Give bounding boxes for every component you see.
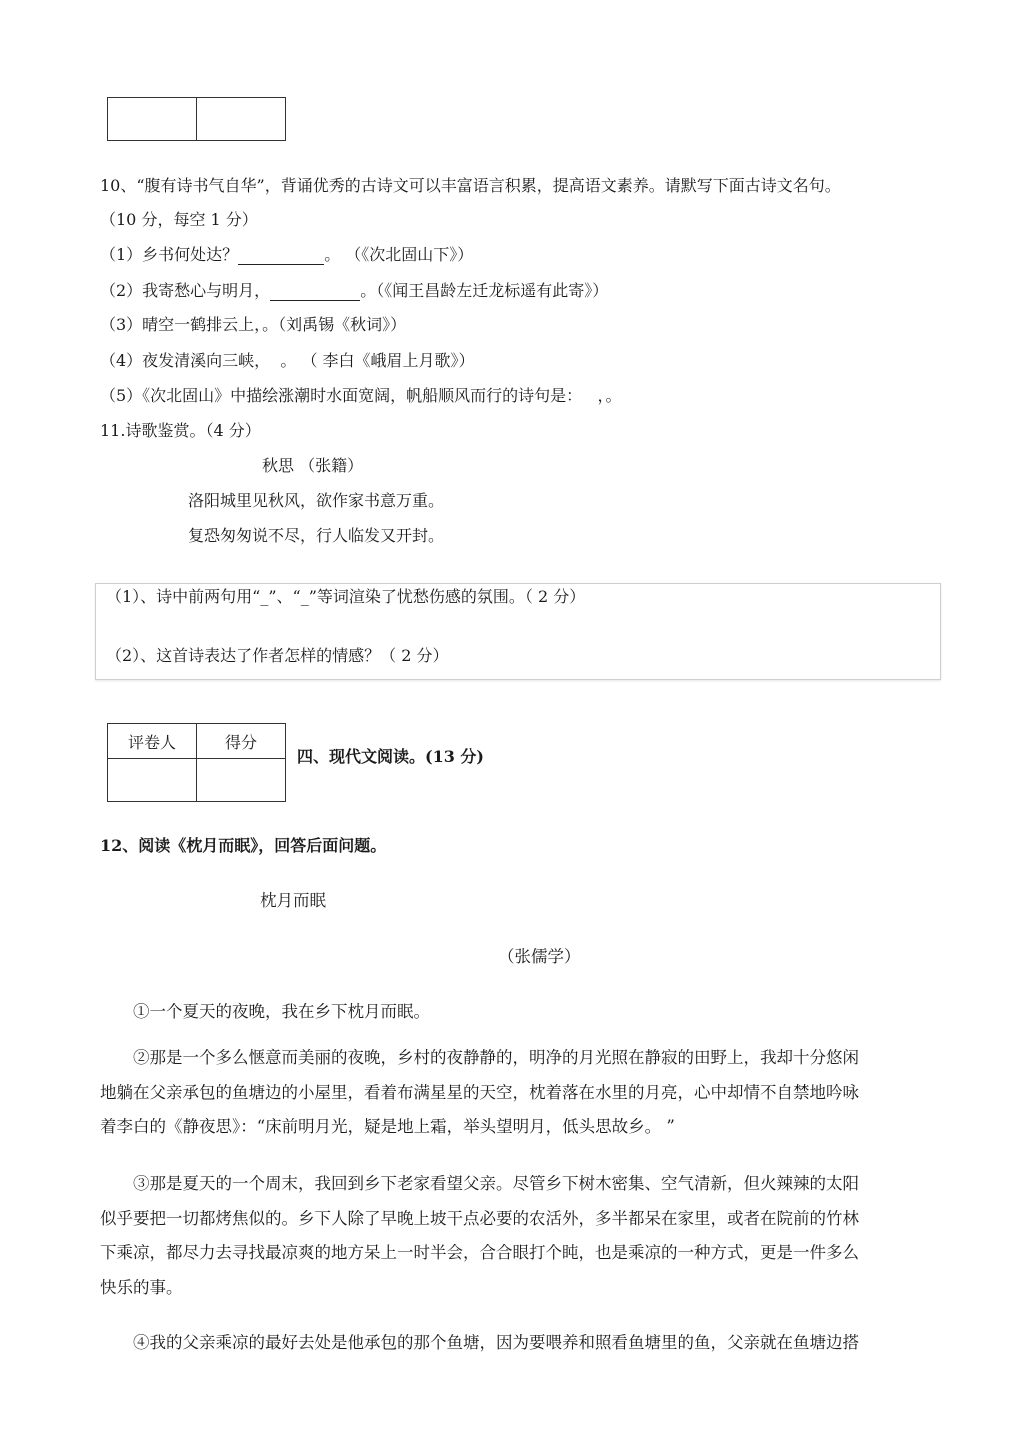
- score-header: 得分: [197, 724, 286, 759]
- paragraph-line: 快乐的事。: [100, 1277, 183, 1297]
- grader-cell[interactable]: [108, 759, 197, 802]
- poem-line-1: 洛阳城里见秋风，欲作家书意万重。: [188, 491, 445, 510]
- q10-item-3: （3）晴空一鹤排云上，。（刘禹锡《秋词》）: [100, 315, 407, 334]
- paragraph-line: 地躺在父亲承包的鱼塘边的小屋里，看着布满星星的天空，枕着落在水里的月亮，心中却情不自禁地吟咏: [100, 1082, 859, 1102]
- poem-title: 秋思 （张籍）: [262, 456, 364, 475]
- q10-score: （10 分，每空 1 分）: [100, 210, 258, 229]
- score-cell[interactable]: [197, 98, 286, 141]
- article-title: 枕月而眠: [260, 891, 326, 910]
- article-author: （张儒学）: [498, 947, 581, 966]
- answer-blank[interactable]: [270, 284, 360, 301]
- q10-item-1-post: 。 （《次北固山下》）: [324, 245, 474, 264]
- answer-blank[interactable]: [238, 248, 324, 265]
- poem-line-2: 复恐匆匆说不尽，行人临发又开封。: [188, 526, 445, 545]
- q12-title: 12、阅读《枕月而眠》，回答后面问题。: [100, 836, 387, 855]
- grade-table: [107, 723, 286, 802]
- q10-intro: 10、“腹有诗书气自华”，背诵优秀的古诗文可以丰富语言积累，提高语文素养。请默写下面古诗文名句。: [100, 176, 841, 195]
- paragraph-line: 似乎要把一切都烤焦似的。乡下人除了早晚上坡干点必要的农活外，多半都呆在家里，或者在院前的竹林: [100, 1208, 859, 1228]
- q10-item-1-pre: （1）乡书何处达？: [100, 245, 239, 264]
- grader-header: 评卷人: [108, 724, 197, 759]
- q10-item-2: [100, 281, 608, 301]
- paragraph-line: 着李白的《静夜思》：“床前明月光，疑是地上霜，举头望明月，低头思故乡。 ”: [100, 1117, 675, 1136]
- score-cell[interactable]: [197, 759, 286, 802]
- paragraph-3: [100, 1167, 930, 1305]
- paragraph-line: 下乘凉，都尽力去寻找最凉爽的地方呆上一时半会，合合眼打个盹，也是乘凉的一种方式，更是一件多么: [100, 1243, 859, 1262]
- section-4-title: 四、现代文阅读。(13 分): [297, 747, 484, 766]
- top-score-table: [107, 97, 286, 141]
- paragraph-line: ②那是一个多么惬意而美丽的夜晚，乡村的夜静静的，明净的月光照在静寂的田野上，我却十分悠闲: [133, 1048, 859, 1067]
- q10-item-4: （4）夜发清溪向三峡， 。 （ 李白《峨眉上月歌》）: [100, 351, 475, 370]
- q10-item-2-pre: （2）我寄愁心与明月，: [100, 281, 271, 300]
- q10-item-1: [100, 245, 473, 265]
- paragraph-2: [100, 1041, 930, 1145]
- paragraph-4: ④我的父亲乘凉的最好去处是他承包的那个鱼塘，因为要喂养和照看鱼塘里的鱼，父亲就在鱼塘边搭: [133, 1333, 859, 1352]
- paragraph-1: ①一个夏天的夜晚，我在乡下枕月而眠。: [133, 1002, 430, 1021]
- q10-item-5: （5）《次北固山》中描绘涨潮时水面宽阔，帆船顺风而行的诗句是： ，。: [100, 386, 622, 405]
- score-cell[interactable]: [108, 98, 197, 141]
- paragraph-line: ③那是夏天的一个周末，我回到乡下老家看望父亲。尽管乡下树木密集、空气清新，但火辣辣的太阳: [133, 1174, 859, 1193]
- q11-title: 11.诗歌鉴赏。（4 分）: [100, 421, 261, 440]
- q11-sub1: （1）、诗中前两句用“_”、“_”等词渲染了忧愁伤感的氛围。（ 2 分）: [106, 587, 586, 606]
- q10-item-2-post: 。（《闻王昌龄左迁龙标遥有此寄》）: [360, 281, 609, 300]
- q11-sub2: （2）、这首诗表达了作者怎样的情感？（ 2 分）: [106, 646, 449, 665]
